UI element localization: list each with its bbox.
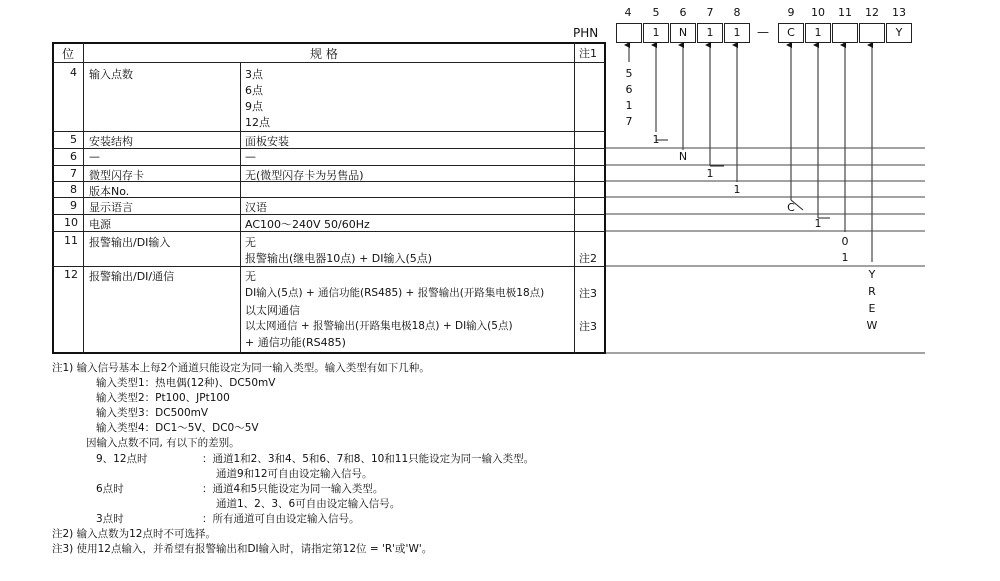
code-value: E	[868, 302, 876, 315]
position-number: 11	[838, 6, 852, 19]
header-pos: 位	[62, 47, 75, 61]
row-option: 3点	[245, 68, 263, 81]
position-number: 4	[624, 6, 632, 19]
row-option: + 通信功能(RS485)	[245, 336, 346, 349]
code-value: 1	[841, 251, 849, 264]
footnote: ：所有通道可自由设定输入信号。	[202, 513, 360, 525]
row-pos: 5	[70, 133, 77, 146]
code-box: 1	[724, 23, 750, 43]
row-option: 报警输出(继电器10点) + DI输入(5点)	[245, 252, 433, 265]
footnote: ：通道1和2、3和4、5和6、7和8、10和11只能设定为同一输入类型。	[202, 453, 535, 465]
code-box: N	[670, 23, 696, 43]
code-box: 1	[805, 23, 831, 43]
row-option: 无(微型闪存卡为另售品)	[245, 169, 364, 182]
code-box: 1	[643, 23, 669, 43]
position-number: 7	[706, 6, 714, 19]
row-option: —	[245, 150, 256, 163]
row-pos: 7	[70, 167, 77, 180]
header-note: 注1	[579, 47, 597, 60]
position-number: 6	[679, 6, 687, 19]
footnote: 输入类型4：DC1～5V、DC0～5V	[96, 422, 259, 434]
footnote: 因输入点数不同, 有以下的差别。	[86, 437, 240, 449]
code-value: N	[678, 150, 688, 163]
row-option: 以太网通信	[245, 304, 300, 317]
row-pos: 6	[70, 150, 77, 163]
code-box: C	[778, 23, 804, 43]
code-value: C	[787, 201, 795, 214]
phn-label: PHN	[573, 26, 599, 40]
row-option: 6点	[245, 84, 263, 97]
row-name: 报警输出/DI/通信	[89, 270, 175, 283]
row-note: 注3	[579, 320, 597, 333]
code-box: 1	[697, 23, 723, 43]
footnote: 输入类型2：Pt100、JPt100	[96, 392, 230, 404]
row-pos: 10	[64, 216, 78, 229]
row-pos: 12	[64, 268, 78, 281]
position-number: 9	[787, 6, 795, 19]
row-name: 显示语言	[89, 201, 133, 214]
row-option: DI输入(5点) + 通信功能(RS485) + 报警输出(开路集电极18点)	[245, 287, 545, 299]
position-number: 8	[733, 6, 741, 19]
code-value: 1	[706, 167, 714, 180]
row-name: 微型闪存卡	[89, 169, 144, 182]
row-name: —	[89, 150, 100, 163]
code-value: R	[868, 285, 876, 298]
row-option: AC100～240V 50/60Hz	[245, 218, 370, 231]
row-pos: 4	[70, 66, 77, 79]
footnote: 3点时	[96, 513, 124, 525]
code-value: 1	[733, 183, 741, 196]
footnote: 9、12点时	[96, 453, 148, 465]
position-number: 12	[865, 6, 879, 19]
footnote: 注3) 使用12点输入，并希望有报警输出和DI输入时，请指定第12位 = 'R'或'W'。	[52, 543, 433, 555]
row-option: 汉语	[245, 201, 267, 214]
code-box: Y	[886, 23, 912, 43]
row-name: 安装结构	[89, 135, 133, 148]
code-value: 1	[814, 217, 822, 230]
footnote: 输入类型1：热电偶(12种)、DC50mV	[96, 377, 276, 389]
footnote: 注1) 输入信号基本上每2个通道只能设定为同一输入类型。输入类型有如下几种。	[52, 362, 430, 374]
footnote: 6点时	[96, 483, 124, 495]
footnote: ：通道4和5只能设定为同一输入类型。	[202, 483, 384, 495]
row-option: 以太网通信 + 报警输出(开路集电极18点) + DI输入(5点)	[245, 320, 513, 332]
position-number: 5	[652, 6, 660, 19]
code-dash: —	[757, 25, 769, 39]
header-spec: 规 格	[310, 47, 338, 61]
code-value: W	[866, 319, 878, 332]
footnote: 输入类型3：DC500mV	[96, 407, 209, 419]
row-name: 电源	[89, 218, 111, 231]
row-pos: 11	[64, 234, 78, 247]
position-number: 10	[811, 6, 825, 19]
row-name: 版本No.	[89, 185, 130, 198]
code-value: 1	[652, 133, 660, 146]
row-option: 9点	[245, 100, 263, 113]
code-value: 5	[625, 67, 633, 80]
row-option: 12点	[245, 116, 270, 129]
footnote: 通道1、2、3、6可自由设定输入信号。	[216, 498, 401, 510]
row-option: 面板安装	[245, 135, 289, 148]
code-value: 0	[841, 235, 849, 248]
code-value: 1	[625, 99, 633, 112]
row-note: 注3	[579, 287, 597, 300]
row-pos: 9	[70, 199, 77, 212]
code-value: 6	[625, 83, 633, 96]
code-value: 7	[625, 115, 633, 128]
code-value: Y	[868, 268, 876, 281]
row-note: 注2	[579, 252, 597, 265]
footnote: 注2) 输入点数为12点时不可选择。	[52, 528, 216, 540]
position-number: 13	[892, 6, 906, 19]
row-name: 报警输出/DI输入	[89, 236, 171, 249]
row-pos: 8	[70, 183, 77, 196]
row-option: 无	[245, 236, 256, 249]
row-name: 输入点数	[89, 68, 133, 81]
footnote: 通道9和12可自由设定输入信号。	[216, 468, 373, 480]
row-option: 无	[245, 270, 256, 283]
